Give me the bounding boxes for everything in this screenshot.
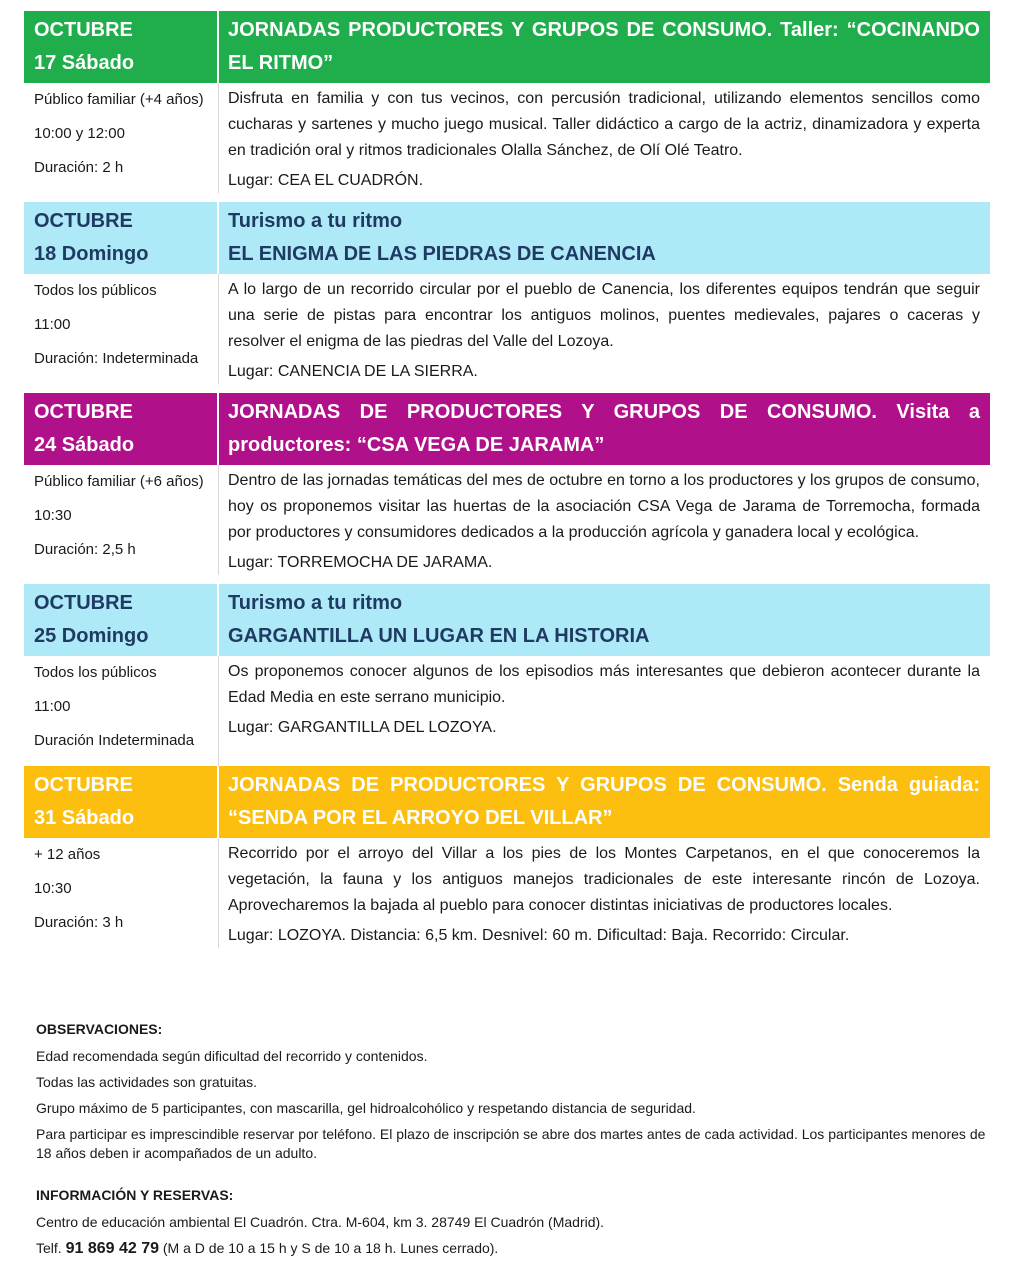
event-date — [24, 11, 219, 83]
event-date — [24, 393, 219, 465]
opening-hours: (M a D de 10 a 15 h y S de 10 a 18 h. Lunes cerrado). — [162, 1240, 499, 1256]
event-content — [219, 656, 990, 749]
event-day: 18 Domingo — [34, 243, 149, 265]
event-details — [24, 465, 219, 575]
event-content — [219, 838, 990, 957]
events-list — [24, 11, 990, 957]
event-subtitle: EL ENIGMA DE LAS PIEDRAS DE CANENCIA — [228, 243, 656, 265]
event-description: Dentro de las jornadas temáticas del mes de octubre en torno a los productores y los grupos de consumo, hoy os proponemos visitar las huertas de la asociación CSA Vega de Jarama de Torremocha, formada por productores y consumidores dedicados a la producción agrícola y ganadera local y ecológica. — [228, 472, 980, 541]
event-content — [219, 83, 990, 202]
event-day: 24 Sábado — [34, 434, 135, 456]
event-month: OCTUBRE — [34, 401, 133, 423]
event-month: OCTUBRE — [34, 210, 133, 232]
event-month: OCTUBRE — [34, 592, 133, 614]
event-description: Recorrido por el arroyo del Villar a los pies de los Montes Carpetanos, en el que conoceremos la vegetación, la fauna y los antiguos manejos tradicionales de este interesante rincón de Lozoya. Aprovecharemos la bajada al pueblo para conocer distintas iniciativas de productores locales. — [228, 845, 980, 914]
event-audience: Todos los públicos — [34, 282, 157, 299]
event-duration: Duración: 2 h — [34, 159, 124, 176]
event-place: Lugar: TORREMOCHA DE JARAMA. — [228, 554, 493, 571]
event-description: Os proponemos conocer algunos de los episodios más interesantes que debieron acontecer durante la Edad Media en este serrano municipio. — [228, 663, 980, 706]
event-header — [24, 584, 990, 656]
event-duration: Duración: 2,5 h — [34, 541, 136, 558]
event-title-block — [219, 202, 990, 274]
event-time: 11:00 — [34, 698, 71, 715]
event-time: 10:00 y 12:00 — [34, 125, 125, 142]
event-time: 11:00 — [34, 316, 71, 333]
event-details — [24, 838, 219, 948]
event-place: Lugar: LOZOYA. Distancia: 6,5 km. Desnivel: 60 m. Dificultad: Baja. Recorrido: Circular. — [228, 927, 850, 944]
event-title-block — [219, 393, 990, 465]
observacion-line: Grupo máximo de 5 participantes, con mascarilla, gel hidroalcohólico y respetando distancia de seguridad. — [36, 1100, 696, 1116]
info-heading: INFORMACIÓN Y RESERVAS: — [36, 1187, 234, 1203]
event-time: 10:30 — [34, 507, 72, 524]
event-title: JORNADAS DE PRODUCTORES Y GRUPOS DE CONSUMO. Senda guiada: “SENDA POR EL ARROYO DEL VILLAR” — [228, 774, 980, 829]
event-description: Disfruta en familia y con tus vecinos, con percusión tradicional, utilizando elementos sencillos como cucharas y sartenes y mucho juego musical. Taller didáctico a cargo de la actriz, dinamizadora y experta en tradición oral y ritmos tradicionales Olalla Sánchez, de Olí Olé Teatro. — [228, 90, 980, 159]
event-block — [24, 393, 990, 584]
event-title-block — [219, 584, 990, 656]
notes-section — [36, 1020, 996, 1265]
event-time: 10:30 — [34, 880, 72, 897]
event-header — [24, 11, 990, 83]
observacion-line: Todas las actividades son gratuitas. — [36, 1074, 258, 1090]
event-details — [24, 83, 219, 193]
event-block — [24, 766, 990, 957]
event-audience: Todos los públicos — [34, 664, 157, 681]
event-body — [24, 274, 990, 393]
event-day: 17 Sábado — [34, 52, 135, 74]
phone-number[interactable]: 91 869 42 79 — [65, 1240, 159, 1257]
event-header — [24, 202, 990, 274]
event-title-block — [219, 766, 990, 838]
phone-prefix: Telf. — [36, 1240, 62, 1256]
event-block — [24, 584, 990, 766]
event-subtitle: GARGANTILLA UN LUGAR EN LA HISTORIA — [228, 625, 650, 647]
observacion-line: Para participar es imprescindible reservar por teléfono. El plazo de inscripción se abre dos martes antes de cada actividad. Los participantes menores de 18 años deben ir acompañados de un adulto. — [36, 1126, 986, 1161]
event-audience: Público familiar (+6 años) — [34, 473, 204, 490]
event-month: OCTUBRE — [34, 774, 133, 796]
event-title: Turismo a tu ritmo — [228, 592, 403, 614]
event-audience: + 12 años — [34, 846, 101, 863]
event-title: JORNADAS PRODUCTORES Y GRUPOS DE CONSUMO. Taller: “COCINANDO EL RITMO” — [228, 19, 980, 74]
event-date — [24, 202, 219, 274]
observacion-line: Edad recomendada según dificultad del recorrido y contenidos. — [36, 1048, 428, 1064]
event-block — [24, 11, 990, 202]
event-body — [24, 656, 990, 766]
event-content — [219, 274, 990, 393]
event-audience: Público familiar (+4 años) — [34, 91, 204, 108]
event-title: Turismo a tu ritmo — [228, 210, 403, 232]
event-place: Lugar: CEA EL CUADRÓN. — [228, 172, 424, 189]
event-description: A lo largo de un recorrido circular por el pueblo de Canencia, los diferentes equipos tendrán que seguir una serie de pistas para encontrar los antiguos molinos, puentes medievales, pajares o caceras y resolver el enigma de las piedras del Valle del Lozoya. — [228, 281, 980, 350]
event-duration: Duración: 3 h — [34, 914, 124, 931]
event-title-block — [219, 11, 990, 83]
event-header — [24, 393, 990, 465]
event-body — [24, 838, 990, 957]
event-details — [24, 274, 219, 384]
observaciones-heading: OBSERVACIONES: — [36, 1021, 163, 1037]
event-duration: Duración: Indeterminada — [34, 350, 199, 367]
event-body — [24, 83, 990, 202]
event-place: Lugar: GARGANTILLA DEL LOZOYA. — [228, 719, 497, 736]
event-block — [24, 202, 990, 393]
event-content — [219, 465, 990, 584]
event-details — [24, 656, 219, 766]
event-place: Lugar: CANENCIA DE LA SIERRA. — [228, 363, 478, 380]
info-phone-line — [36, 1239, 996, 1258]
event-date — [24, 766, 219, 838]
event-duration: Duración Indeterminada — [34, 732, 195, 749]
event-header — [24, 766, 990, 838]
event-title: JORNADAS DE PRODUCTORES Y GRUPOS DE CONSUMO. Visita a productores: “CSA VEGA DE JARAMA” — [228, 401, 980, 456]
event-day: 31 Sábado — [34, 807, 135, 829]
event-day: 25 Domingo — [34, 625, 149, 647]
info-address: Centro de educación ambiental El Cuadrón. Ctra. M-604, km 3. 28749 El Cuadrón (Madrid). — [36, 1214, 605, 1230]
event-date — [24, 584, 219, 656]
event-month: OCTUBRE — [34, 19, 133, 41]
event-body — [24, 465, 990, 584]
